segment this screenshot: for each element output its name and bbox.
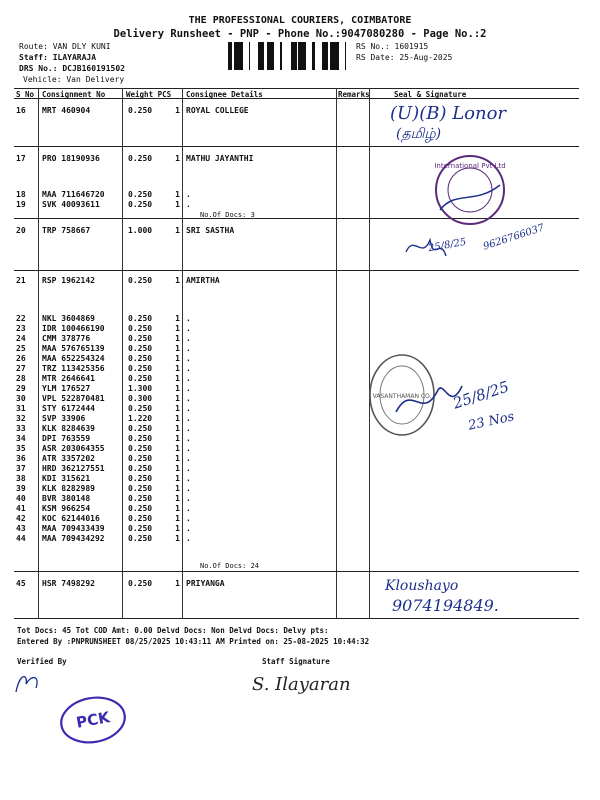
row-consignment-no: RSP 1962142	[42, 276, 95, 285]
barcode-bar	[333, 42, 334, 70]
row-consignment-no: MAA 711646720	[42, 190, 105, 199]
row-sno: 23	[16, 324, 26, 333]
signature-count-row-21-44: 23 Nos	[466, 409, 516, 434]
signature-row-17: (தமிழ்)	[396, 126, 442, 142]
row-consignment-no: STY 6172444	[42, 404, 95, 413]
row-sno: 16	[16, 106, 26, 115]
row-weight: 0.250	[128, 200, 153, 209]
table-row	[14, 314, 579, 324]
row-sno: 26	[16, 354, 26, 363]
barcode-bar	[268, 42, 270, 70]
row-consignment-no: KLK 8282989	[42, 484, 95, 493]
barcode-bar	[327, 42, 328, 70]
barcode-bar	[336, 42, 339, 70]
group-rule	[14, 571, 579, 572]
row-consignee: SRI SASTHA	[186, 226, 235, 235]
row-consignment-no: KLK 8284639	[42, 424, 95, 433]
verified-initial-scribble	[10, 668, 50, 698]
row-weight: 1.220	[128, 414, 153, 423]
row-weight: 0.250	[128, 276, 153, 285]
signature-name-row-45: Kloushayo	[385, 578, 459, 594]
row-sno: 45	[16, 579, 26, 588]
col-header-consignment: Consignment No	[42, 90, 106, 99]
table-bottom-rule	[14, 618, 579, 619]
signature-scribble-row-20	[404, 232, 554, 272]
signature-row-16: (U)(B) Lonor	[390, 103, 507, 124]
signature-phone-row-45: 9074194849.	[392, 596, 499, 615]
row-sno: 43	[16, 524, 26, 533]
table-row	[14, 484, 579, 494]
row-sno: 37	[16, 464, 26, 473]
row-weight: 1.000	[128, 226, 153, 235]
row-consignee: .	[186, 424, 191, 433]
row-pcs: 1	[175, 579, 180, 588]
row-pcs: 1	[175, 324, 180, 333]
row-pcs: 1	[175, 200, 180, 209]
row-pcs: 1	[175, 374, 180, 383]
row-consignment-no: BVR 380148	[42, 494, 91, 503]
row-consignment-no: SVP 33906	[42, 414, 86, 423]
row-consignee: .	[186, 514, 191, 523]
barcode-bar	[237, 42, 238, 70]
row-consignee: .	[186, 484, 191, 493]
row-pcs: 1	[175, 154, 180, 163]
table-row	[14, 434, 579, 444]
row-pcs: 1	[175, 514, 180, 523]
row-consignment-no: MAA 709433439	[42, 524, 105, 533]
row-pcs: 1	[175, 464, 180, 473]
row-consignment-no: TRZ 113425356	[42, 364, 105, 373]
row-consignee: .	[186, 464, 191, 473]
row-sno: 42	[16, 514, 26, 523]
group-doc-count: No.Of Docs: 3	[200, 211, 255, 219]
staff-signature-label: Staff Signature	[262, 657, 330, 666]
row-consignee: .	[186, 434, 191, 443]
row-consignment-no: HRD 362127551	[42, 464, 105, 473]
row-weight: 0.250	[128, 534, 153, 543]
table-row	[14, 474, 579, 484]
row-weight: 0.250	[128, 484, 153, 493]
pck-stamp-text: PCK	[74, 708, 112, 732]
col-header-remarks: Remarks	[338, 90, 370, 99]
barcode-bar	[234, 42, 237, 70]
row-consignee: .	[186, 374, 191, 383]
verified-by-label: Verified By	[17, 657, 67, 666]
barcode-bar	[334, 42, 336, 70]
row-pcs: 1	[175, 454, 180, 463]
row-consignee: .	[186, 444, 191, 453]
barcode-bar	[292, 42, 294, 70]
row-consignment-no: KSM 966254	[42, 504, 91, 513]
row-sno: 28	[16, 374, 26, 383]
row-consignment-no: TRP 758667	[42, 226, 91, 235]
row-consignee: .	[186, 354, 191, 363]
row-consignment-no: NKL 3604869	[42, 314, 95, 323]
row-pcs: 1	[175, 474, 180, 483]
row-sno: 18	[16, 190, 26, 199]
row-sno: 30	[16, 394, 26, 403]
staff-signature: S. Ilayaran	[252, 674, 351, 695]
row-weight: 0.250	[128, 494, 153, 503]
row-pcs: 1	[175, 424, 180, 433]
row-weight: 0.250	[128, 464, 153, 473]
table-row	[14, 276, 579, 286]
row-consignee: .	[186, 314, 191, 323]
totals-line: Tot Docs: 45 Tot COD Amt: 0.00 Delvd Docs: Non Delvd Docs: Delvy pts:	[17, 626, 329, 635]
row-weight: 0.250	[128, 474, 153, 483]
row-consignee: .	[186, 534, 191, 543]
row-pcs: 1	[175, 344, 180, 353]
row-weight: 0.250	[128, 154, 153, 163]
barcode-bar	[304, 42, 306, 70]
row-weight: 0.250	[128, 314, 153, 323]
row-consignee: .	[186, 394, 191, 403]
row-pcs: 1	[175, 444, 180, 453]
barcode-bar	[258, 42, 261, 70]
row-consignee: .	[186, 364, 191, 373]
row-consignment-no: YLM 176527	[42, 384, 91, 393]
row-weight: 0.250	[128, 514, 153, 523]
row-weight: 0.250	[128, 354, 153, 363]
barcode-bar	[261, 42, 262, 70]
row-consignee: .	[186, 404, 191, 413]
row-pcs: 1	[175, 484, 180, 493]
row-consignee: .	[186, 504, 191, 513]
row-pcs: 1	[175, 364, 180, 373]
row-consignment-no: KOC 62144016	[42, 514, 100, 523]
row-pcs: 1	[175, 226, 180, 235]
barcode-image	[228, 42, 352, 70]
route-label: Route: VAN DLY KUNI	[19, 42, 111, 51]
barcode-bar	[322, 42, 324, 70]
row-consignment-no: CMM 378776	[42, 334, 91, 343]
row-consignee: .	[186, 334, 191, 343]
row-consignment-no: PRO 18190936	[42, 154, 100, 163]
barcode-bar	[291, 42, 292, 70]
row-sno: 33	[16, 424, 26, 433]
row-weight: 0.250	[128, 334, 153, 343]
row-weight: 0.250	[128, 344, 153, 353]
barcode-bar	[249, 42, 250, 70]
row-consignee: MATHU JAYANTHI	[186, 154, 254, 163]
row-consignment-no: MAA 576765139	[42, 344, 105, 353]
barcode-bar	[228, 42, 231, 70]
row-pcs: 1	[175, 314, 180, 323]
row-pcs: 1	[175, 524, 180, 533]
row-sno: 25	[16, 344, 26, 353]
row-pcs: 1	[175, 534, 180, 543]
table-row	[14, 344, 579, 354]
row-consignee: .	[186, 384, 191, 393]
barcode-bar	[298, 42, 300, 70]
barcode-bar	[294, 42, 297, 70]
row-sno: 40	[16, 494, 26, 503]
barcode-bar	[240, 42, 243, 70]
rs-date: RS Date: 25-Aug-2025	[356, 53, 453, 62]
row-pcs: 1	[175, 276, 180, 285]
barcode-bar	[238, 42, 240, 70]
row-sno: 36	[16, 454, 26, 463]
row-sno: 29	[16, 384, 26, 393]
col-header-weight-pcs: Weight PCS	[126, 90, 172, 99]
signature-date-row-21-44: 25/8/25	[450, 377, 512, 413]
col-header-seal: Seal & Signature	[394, 90, 467, 99]
row-weight: 0.250	[128, 504, 153, 513]
row-pcs: 1	[175, 394, 180, 403]
barcode-bar	[345, 42, 346, 70]
row-consignment-no: VPL 522870481	[42, 394, 105, 403]
row-consignment-no: MAA 652254324	[42, 354, 105, 363]
table-row	[14, 354, 579, 364]
table-row	[14, 534, 579, 544]
row-sno: 32	[16, 414, 26, 423]
row-sno: 24	[16, 334, 26, 343]
stamp-1-text: International Pvt Ltd	[434, 162, 506, 170]
row-weight: 1.300	[128, 384, 153, 393]
table-row	[14, 444, 579, 454]
row-weight: 0.250	[128, 434, 153, 443]
row-sno: 21	[16, 276, 26, 285]
company-name: THE PROFESSIONAL COURIERS, COIMBATORE	[188, 15, 412, 26]
barcode-bar	[267, 42, 268, 70]
row-sno: 38	[16, 474, 26, 483]
row-consignment-no: KDI 315621	[42, 474, 91, 483]
col-header-consignee: Consignee Details	[186, 90, 263, 99]
row-sno: 20	[16, 226, 26, 235]
row-sno: 44	[16, 534, 26, 543]
barcode-bar	[280, 42, 282, 70]
row-consignment-no: ASR 203064355	[42, 444, 105, 453]
row-consignment-no: ATR 3357202	[42, 454, 95, 463]
barcode-bar	[300, 42, 303, 70]
row-weight: 0.250	[128, 404, 153, 413]
row-consignee: ROYAL COLLEGE	[186, 106, 249, 115]
row-pcs: 1	[175, 334, 180, 343]
table-row	[14, 324, 579, 334]
row-consignee: AMIRTHA	[186, 276, 220, 285]
row-pcs: 1	[175, 404, 180, 413]
vehicle-label: Vehicle: Van Delivery	[23, 75, 125, 84]
table-row	[14, 464, 579, 474]
row-consignee: .	[186, 494, 191, 503]
table-row	[14, 454, 579, 464]
row-sno: 17	[16, 154, 26, 163]
table-row	[14, 334, 579, 344]
barcode-bar	[231, 42, 232, 70]
row-consignee: .	[186, 414, 191, 423]
rs-number: RS No.: 1601915	[356, 42, 429, 51]
row-consignment-no: HSR 7498292	[42, 579, 95, 588]
row-consignee: .	[186, 324, 191, 333]
row-pcs: 1	[175, 504, 180, 513]
entered-by-line: Entered By :PNPRUNSHEET 08/25/2025 10:43:11 AM Printed on: 25-08-2025 10:44:32	[17, 637, 370, 646]
group-rule	[14, 146, 579, 147]
barcode-bar	[312, 42, 315, 70]
row-weight: 0.250	[128, 190, 153, 199]
row-pcs: 1	[175, 434, 180, 443]
table-row	[14, 579, 579, 589]
row-sno: 41	[16, 504, 26, 513]
row-weight: 0.250	[128, 579, 153, 588]
row-sno: 31	[16, 404, 26, 413]
row-consignment-no: MTR 2646641	[42, 374, 95, 383]
row-consignee: .	[186, 454, 191, 463]
row-consignment-no: IDR 100466190	[42, 324, 105, 333]
row-weight: 0.250	[128, 524, 153, 533]
row-sno: 27	[16, 364, 26, 373]
row-consignee: .	[186, 344, 191, 353]
row-weight: 0.250	[128, 106, 153, 115]
col-header-sno: S No	[16, 90, 35, 99]
row-sno: 39	[16, 484, 26, 493]
row-sno: 34	[16, 434, 26, 443]
table-top-rule	[14, 88, 579, 89]
staff-label: Staff: ILAYARAJA	[19, 53, 97, 62]
row-weight: 0.250	[128, 364, 153, 373]
row-weight: 0.300	[128, 394, 153, 403]
row-consignment-no: MAA 709434292	[42, 534, 105, 543]
row-sno: 35	[16, 444, 26, 453]
table-row	[14, 514, 579, 524]
row-sno: 22	[16, 314, 26, 323]
row-consignment-no: SVK 40093611	[42, 200, 100, 209]
barcode-bar	[270, 42, 273, 70]
row-consignee: .	[186, 190, 191, 199]
group-doc-count: No.Of Docs: 24	[200, 562, 260, 570]
table-row	[14, 364, 579, 374]
row-pcs: 1	[175, 106, 180, 115]
row-consignee: PRIYANGA	[186, 579, 225, 588]
signature-date-row-20: 25/8/25	[427, 236, 468, 255]
row-consignment-no: MRT 460904	[42, 106, 91, 115]
pck-stamp	[55, 690, 135, 750]
drs-number: DRS No.: DCJB160191502	[19, 64, 125, 73]
row-sno: 19	[16, 200, 26, 209]
barcode-bar	[273, 42, 274, 70]
barcode-bar	[262, 42, 264, 70]
table-row	[14, 494, 579, 504]
row-consignee: .	[186, 200, 191, 209]
row-pcs: 1	[175, 384, 180, 393]
company-stamp	[430, 150, 510, 230]
row-consignee: .	[186, 474, 191, 483]
table-row	[14, 504, 579, 514]
barcode-bar	[303, 42, 304, 70]
barcode-bar	[330, 42, 333, 70]
row-weight: 0.250	[128, 424, 153, 433]
stamp-2-text: VASANTHAMAN CO.	[372, 393, 432, 400]
row-pcs: 1	[175, 354, 180, 363]
row-pcs: 1	[175, 494, 180, 503]
row-weight: 0.250	[128, 324, 153, 333]
row-pcs: 1	[175, 190, 180, 199]
signature-phone-row-20: 9626766037	[481, 222, 546, 253]
runsheet-subtitle: Delivery Runsheet - PNP - Phone No.:9047080280 - Page No.:2	[113, 28, 487, 40]
row-weight: 0.250	[128, 454, 153, 463]
row-weight: 0.250	[128, 374, 153, 383]
barcode-bar	[324, 42, 327, 70]
row-consignee: .	[186, 524, 191, 533]
table-row	[14, 524, 579, 534]
row-consignment-no: DPI 763559	[42, 434, 91, 443]
row-pcs: 1	[175, 414, 180, 423]
row-weight: 0.250	[128, 444, 153, 453]
